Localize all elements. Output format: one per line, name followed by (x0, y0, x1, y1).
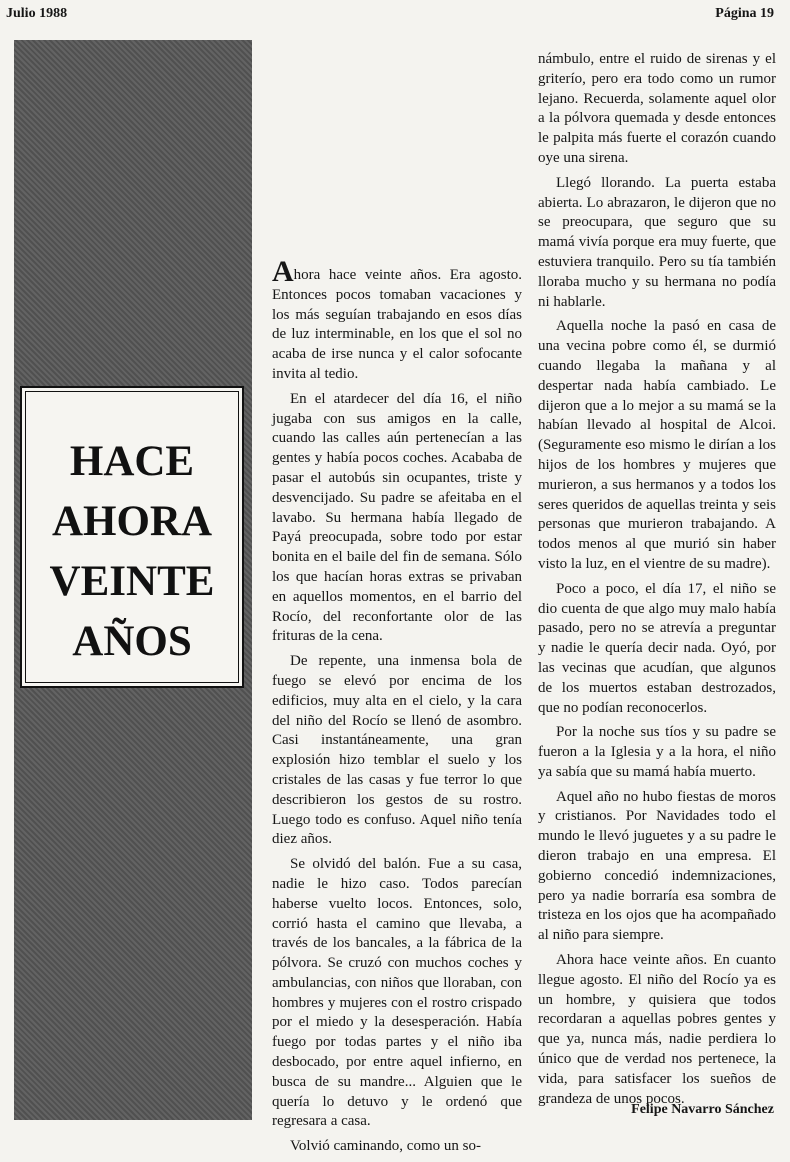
drop-cap: A (272, 255, 294, 288)
paragraph: De repente, una inmensa bola de fuego se elevó por encima de los edificios, muy alta en el cielo, y la cara del niño del Rocío se llenó de asombro. Casi instantáneamente, una gran explosión hizo temblar el suelo y los cristales de las casas y fue terror lo que describieron los gestos de su rostro. Luego todo es confuso. Aquel niño tenía diez años. (272, 653, 522, 848)
paragraph: Aquel año no hubo fiestas de moros y cristianos. Por Navidades todo el mundo le llevó juguetes y a su padre le dieron trabajo en una empresa. El gobierno concedió indemnizaciones, pero ya nadie borraría esa sombra de tristeza en los ojos que ha acompañado al niño para siempre. (538, 788, 776, 944)
issue-date: Julio 1988 (6, 6, 68, 21)
author-byline: Felipe Navarro Sánchez (631, 1102, 774, 1117)
paragraph: Ahora hace veinte años. Era agosto. Entonces pocos tomaban vacaciones y los más seguían trabajando en esos días de luz interminable, en los que el sol no acaba de irse nunca y el calor sofocante invita al tedio. (272, 255, 522, 382)
headline-box (20, 386, 244, 688)
paragraph: Poco a poco, el día 17, el niño se dio cuenta de que algo muy malo había pasado, pero no se atrevía a preguntar y nadie le quería decir nada. Oyó, por las vecinas que acudían, que algunos de los muertos estaban destrozados, que no podían reconocerlos. (538, 580, 776, 716)
page-number: Página 19 (715, 6, 774, 21)
paragraph: Se olvidó del balón. Fue a su casa, nadie le hizo caso. Todos parecían haberse vuelto locos. Entonces, solo, corrió hasta el camino que llevaba, a través de los bancales, a la fábrica de la pólvora. Se cruzó con muchos coches y ambulancias, con niños que lloraban, con hombres y mujeres con el rostro crispado por el miedo y la desesperación. Había fuego por todas partes y el niño iba desbocado, por entre aquel infierno, en busca de su mandre... Alguien que le quería lo detuvo y le ordenó que regresara a casa. (272, 856, 522, 1130)
show-through-text (268, 30, 524, 140)
headline (22, 432, 242, 672)
article-column-2 (538, 50, 776, 1114)
headline-line: HACE (69, 438, 195, 485)
headline-line: AHORA (51, 498, 213, 545)
paragraph: Llegó llorando. La puerta estaba abierta. Lo abrazaron, le dijeron que no se preocupara, que seguro que su mamá vivía porque era muy fuerte, que estuviera tranquilo. Pero su tía también lloraba mucho y su hermana no podía ni hablarle. (538, 174, 776, 310)
headline-line: VEINTE (49, 558, 215, 605)
headline-line: AÑOS (72, 618, 192, 665)
article-column-1 (272, 255, 522, 1162)
paragraph: Volvió caminando, como un so- (290, 1138, 481, 1155)
paragraph: En el atardecer del día 16, el niño jugaba con sus amigos en la calle, cuando las calles aún pertenecían a las gentes y había pocos coches. Acababa de pasar el autobús sin ocupantes, triste y desvencijado. Su padre se afeitaba en el lavabo. Su hermana había llegado de Payá preocupada, sobre todo por estar bonita en el baile del fin de semana. Sólo los que hacían horas extras se privaban en aquellos momentos, en el barrio del Rocío, del reconfortante olor de las frituras de la cena. (272, 390, 522, 645)
paragraph: námbulo, entre el ruido de sirenas y el griterío, pero era todo como un rumor lejano. Recuerda, solamente aquel olor a la pólvora quemada y desde entonces le palpita más fuerte el corazón cuando oye una sirena. (538, 51, 776, 166)
paragraph: Aquella noche la pasó en casa de una vecina pobre como él, se durmió cuando llegaba la mañana y al despertar nada había cambiado. Le dijeron que a lo mejor a su mamá se la habían llevado al hospital de Alcoi. (Seguramente eso mismo le dirían a los hijos de los hombres y mujeres que murieron, a sus hermanos y a todos los seres queridos de aquellas treinta y seis personas que murieron trabajando. A todos menos al que murió sin haber visto la luz, en el vientre de su madre). (538, 318, 776, 572)
paragraph: Ahora hace veinte años. En cuanto llegue agosto. El niño del Rocío ya es un hombre, y quisiera que todos recordaran a aquellas pobres gentes y que ya, nunca más, nadie perdiera lo único que de verdad nos pertenece, la vida, para satisfacer los sueños de grandeza de unos pocos. (538, 952, 776, 1107)
paragraph: Por la noche sus tíos y su padre se fueron a la Iglesia y a la hora, el niño ya sabía que su mamá había muerto. (538, 724, 776, 780)
